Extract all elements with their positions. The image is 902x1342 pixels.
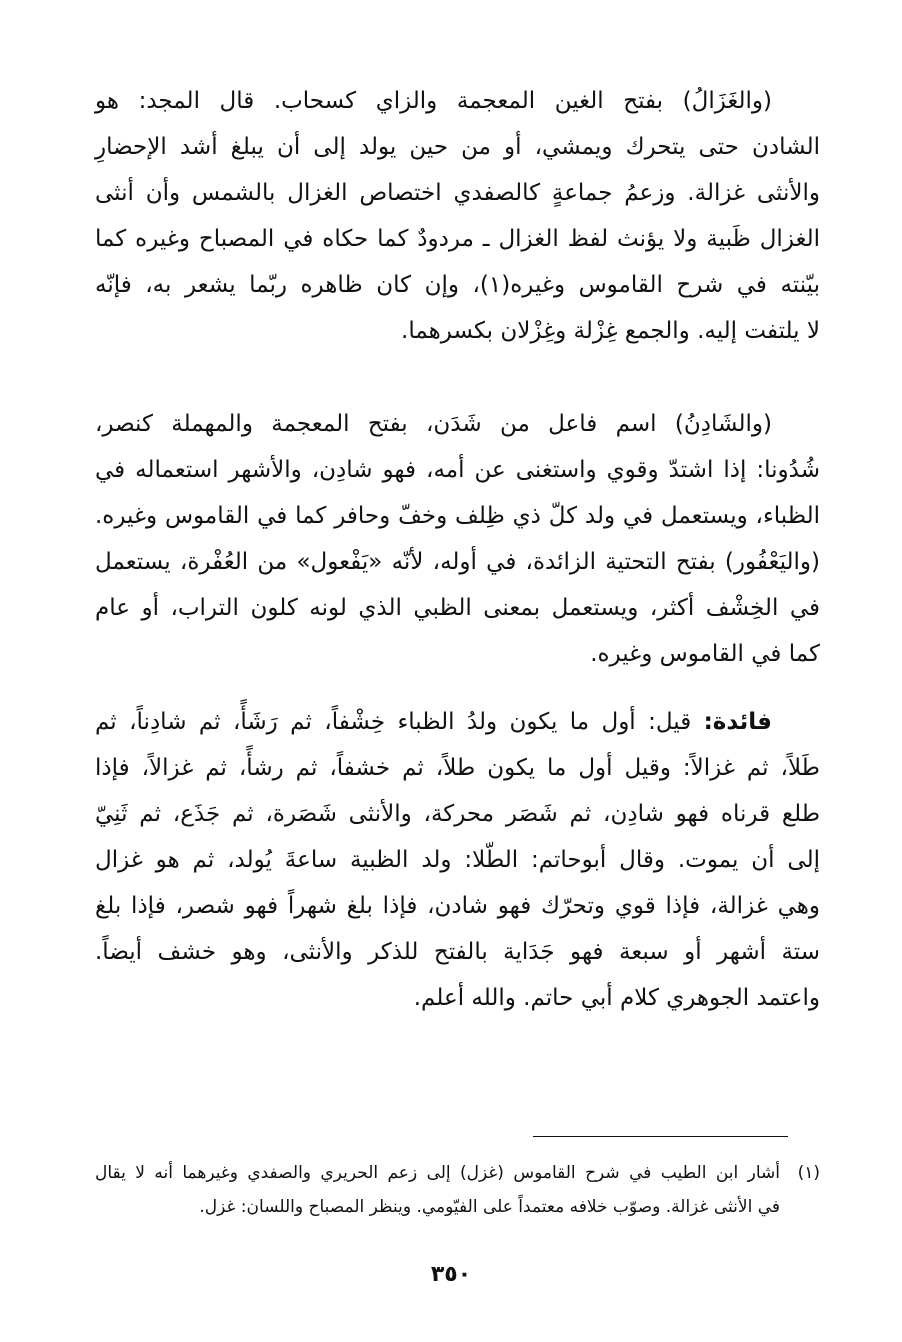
text-line: واعتمد الجوهري كلام أبي حاتم. والله أعلم. bbox=[413, 985, 820, 1011]
text-line: في الخِشْف أكثر، ويستعمل بمعنى الظبي الذي لونه كلون التراب، أو عام bbox=[95, 595, 820, 621]
text-line: لا يلتفت إليه. والجمع غِزْلة وغِزْلان بكسرهما. bbox=[401, 318, 820, 344]
footnote-separator bbox=[533, 1136, 788, 1137]
text-line: ستة أشهر أو سبعة فهو جَدَاية بالفتح للذكر والأنثى، وهو خشف أيضاً. bbox=[95, 939, 820, 965]
text-line: إلى أن يموت. وقال أبوحاتم: الطّلا: ولد الظبية ساعةَ يُولد، ثم هو غزال bbox=[95, 847, 820, 873]
text-line: طَلاً، ثم غزالاً: وقيل أول ما يكون طلاً، ثم خشفاً، ثم رشأً، ثم غزالاً، فإذا bbox=[95, 755, 820, 781]
text-line: والأنثى غزالة. وزعمُ جماعةٍ كالصفدي اختصاص الغزال بالشمس وأن أنثى bbox=[95, 180, 820, 206]
paragraph-faida bbox=[95, 699, 820, 1021]
footnote-line: في الأنثى غزالة. وصوّب خلافه معتمداً على الفيّومي. وينظر المصباح واللسان: غزل. bbox=[199, 1197, 780, 1217]
paragraph-gazal bbox=[95, 78, 820, 354]
text-line: (واليَعْفُور) بفتح التحتية الزائدة، في أوله، لأنّه «يَفْعول» من العُفْرة، يستعمل bbox=[95, 549, 820, 575]
paragraph-shadin bbox=[95, 401, 820, 677]
text-line: الظباء، ويستعمل في ولد كلّ ذي ظِلف وخفّ وحافر كما في القاموس وغيره. bbox=[95, 503, 820, 529]
footnote-line bbox=[95, 1156, 820, 1190]
footnote-text: أشار ابن الطيب في شرح القاموس (غزل) إلى زعم الحريري والصفدي وغيرهما أنه لا يقال bbox=[95, 1163, 780, 1183]
text-line: شُدُونا: إذا اشتدّ وقوي واستغنى عن أمه، فهو شادِن، والأشهر استعماله في bbox=[95, 457, 820, 483]
text-line bbox=[95, 699, 820, 745]
text-line: طلع قرناه فهو شادِن، ثم شَصَر محركة، والأنثى شَصَرة، ثم جَذَع، ثم ثَنِيّ bbox=[95, 801, 820, 827]
text-line: الشادن حتى يتحرك ويمشي، أو من حين يولد إلى أن يبلغ أشد الإحضارِ bbox=[95, 134, 820, 160]
text-line: وهي غزالة، فإذا قوي وتحرّك فهو شادن، فإذا بلغ شهراً فهو شصر، فإذا بلغ bbox=[95, 893, 820, 919]
text-line: (والغَزَالُ) بفتح الغين المعجمة والزاي كسحاب. قال المجد: هو bbox=[95, 88, 772, 114]
text-line: كما في القاموس وغيره. bbox=[590, 641, 820, 667]
text-line-body: قيل: أول ما يكون ولدُ الظباء خِشْفاً، ثم رَشَأً، ثم شادِناً، ثم bbox=[95, 709, 704, 735]
text-line: الغزال ظَبية ولا يؤنث لفظ الغزال ـ مردودٌ كما حكاه في المصباح وغيره كما bbox=[95, 226, 820, 252]
footnote-marker: (١) bbox=[797, 1163, 820, 1183]
text-line: بيّنته في شرح القاموس وغيره(١)، وإن كان ظاهره ربّما يشعر به، فإنّه bbox=[95, 272, 820, 298]
page-number: ٣٥٠ bbox=[430, 1262, 472, 1287]
text-line: (والشَادِنُ) اسم فاعل من شَدَن، بفتح المعجمة والمهملة كنصر، bbox=[95, 411, 772, 437]
footnotes bbox=[95, 1156, 820, 1224]
faida-heading: فائدة: bbox=[703, 709, 772, 735]
